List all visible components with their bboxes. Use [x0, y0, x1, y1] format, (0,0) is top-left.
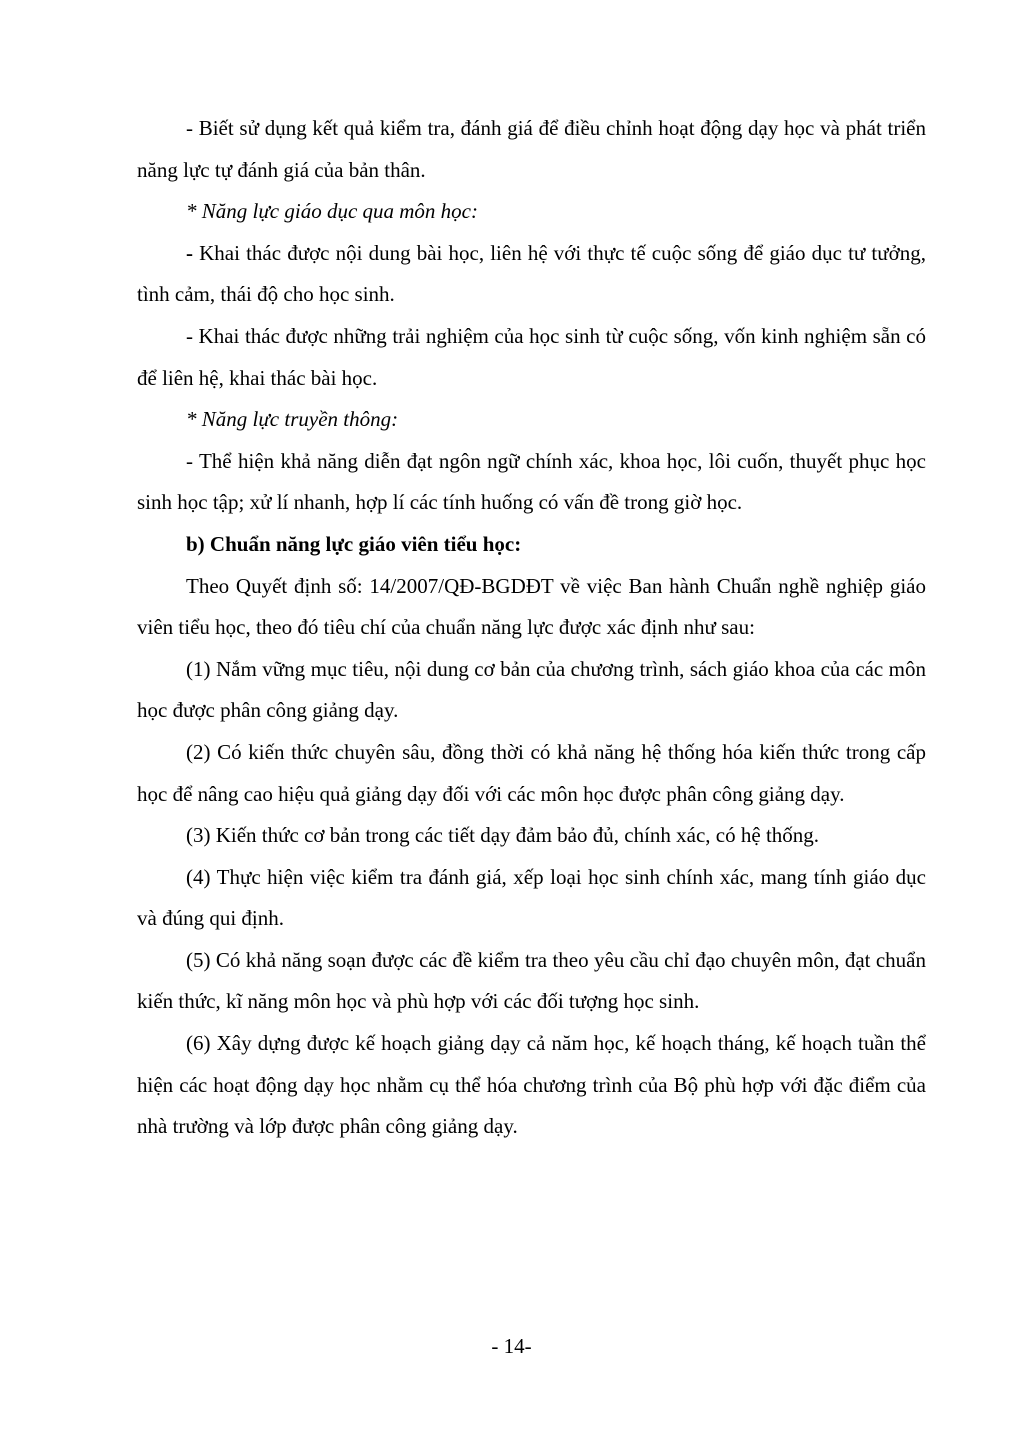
- paragraph-lesson-content: [137, 233, 926, 316]
- page-number: - 14-: [491, 1334, 532, 1358]
- paragraph-expression: - Thể hiện khả năng diễn đạt ngôn ngữ chính xác, khoa học, lôi cuốn, thuyết phục học sinh học tập; xử lí nhanh, hợp lí các tính huống có vấn đề trong giờ học.: [137, 448, 926, 515]
- criterion-6: (6) Xây dựng được kế hoạch giảng dạy cả năm học, kế hoạch tháng, kế hoạch tuần thể hiện các hoạt động dạy học nhằm cụ thể hóa chương trình của Bộ phù hợp với đặc điểm của nhà trường và lớp được phân công giảng dạy.: [137, 1031, 926, 1139]
- criterion-1: (1) Nắm vững mục tiêu, nội dung cơ bản của chương trình, sách giáo khoa của các môn học được phân công giảng dạy.: [137, 656, 926, 723]
- criterion-4: (4) Thực hiện việc kiểm tra đánh giá, xếp loại học sinh chính xác, mang tính giáo dục và đúng qui định.: [137, 864, 926, 931]
- heading-education-competence: * Năng lực giáo dục qua môn học:: [186, 199, 479, 224]
- paragraph-lesson-content-text: Khai thác được nội dung bài học, liên hệ với thực tế cuộc sống để giáo dục tư tưởng, tình cảm, thái độ cho học sinh.: [137, 240, 926, 307]
- paragraph-student-experience: - Khai thác được những trải nghiệm của học sinh từ cuộc sống, vốn kinh nghiệm sẵn có để liên hệ, khai thác bài học.: [137, 323, 926, 390]
- paragraph-decision: Theo Quyết định số: 14/2007/QĐ-BGDĐT về việc Ban hành Chuẩn nghề nghiệp giáo viên tiểu học, theo đó tiêu chí của chuẩn năng lực được xác định như sau:: [137, 573, 926, 640]
- paragraph-self-assessment: - Biết sử dụng kết quả kiểm tra, đánh giá để điều chỉnh hoạt động dạy học và phát triển năng lực tự đánh giá của bản thân.: [137, 116, 926, 182]
- criterion-2: (2) Có kiến thức chuyên sâu, đồng thời có khả năng hệ thống hóa kiến thức trong cấp học để nâng cao hiệu quả giảng dạy đối với các môn học được phân công giảng dạy.: [137, 739, 926, 806]
- bullet-dash: -: [186, 240, 193, 265]
- heading-communication-competence: * Năng lực truyền thông:: [186, 407, 399, 432]
- criterion-5: (5) Có khả năng soạn được các đề kiểm tra theo yêu cầu chỉ đạo chuyên môn, đạt chuẩn kiến thức, kĩ năng môn học và phù hợp với các đối tượng học sinh.: [137, 947, 926, 1014]
- criterion-3: (3) Kiến thức cơ bản trong các tiết dạy đảm bảo đủ, chính xác, có hệ thống.: [186, 823, 820, 848]
- page-body: [137, 108, 926, 1148]
- section-heading-primary-standard: b) Chuẩn năng lực giáo viên tiểu học:: [186, 531, 522, 556]
